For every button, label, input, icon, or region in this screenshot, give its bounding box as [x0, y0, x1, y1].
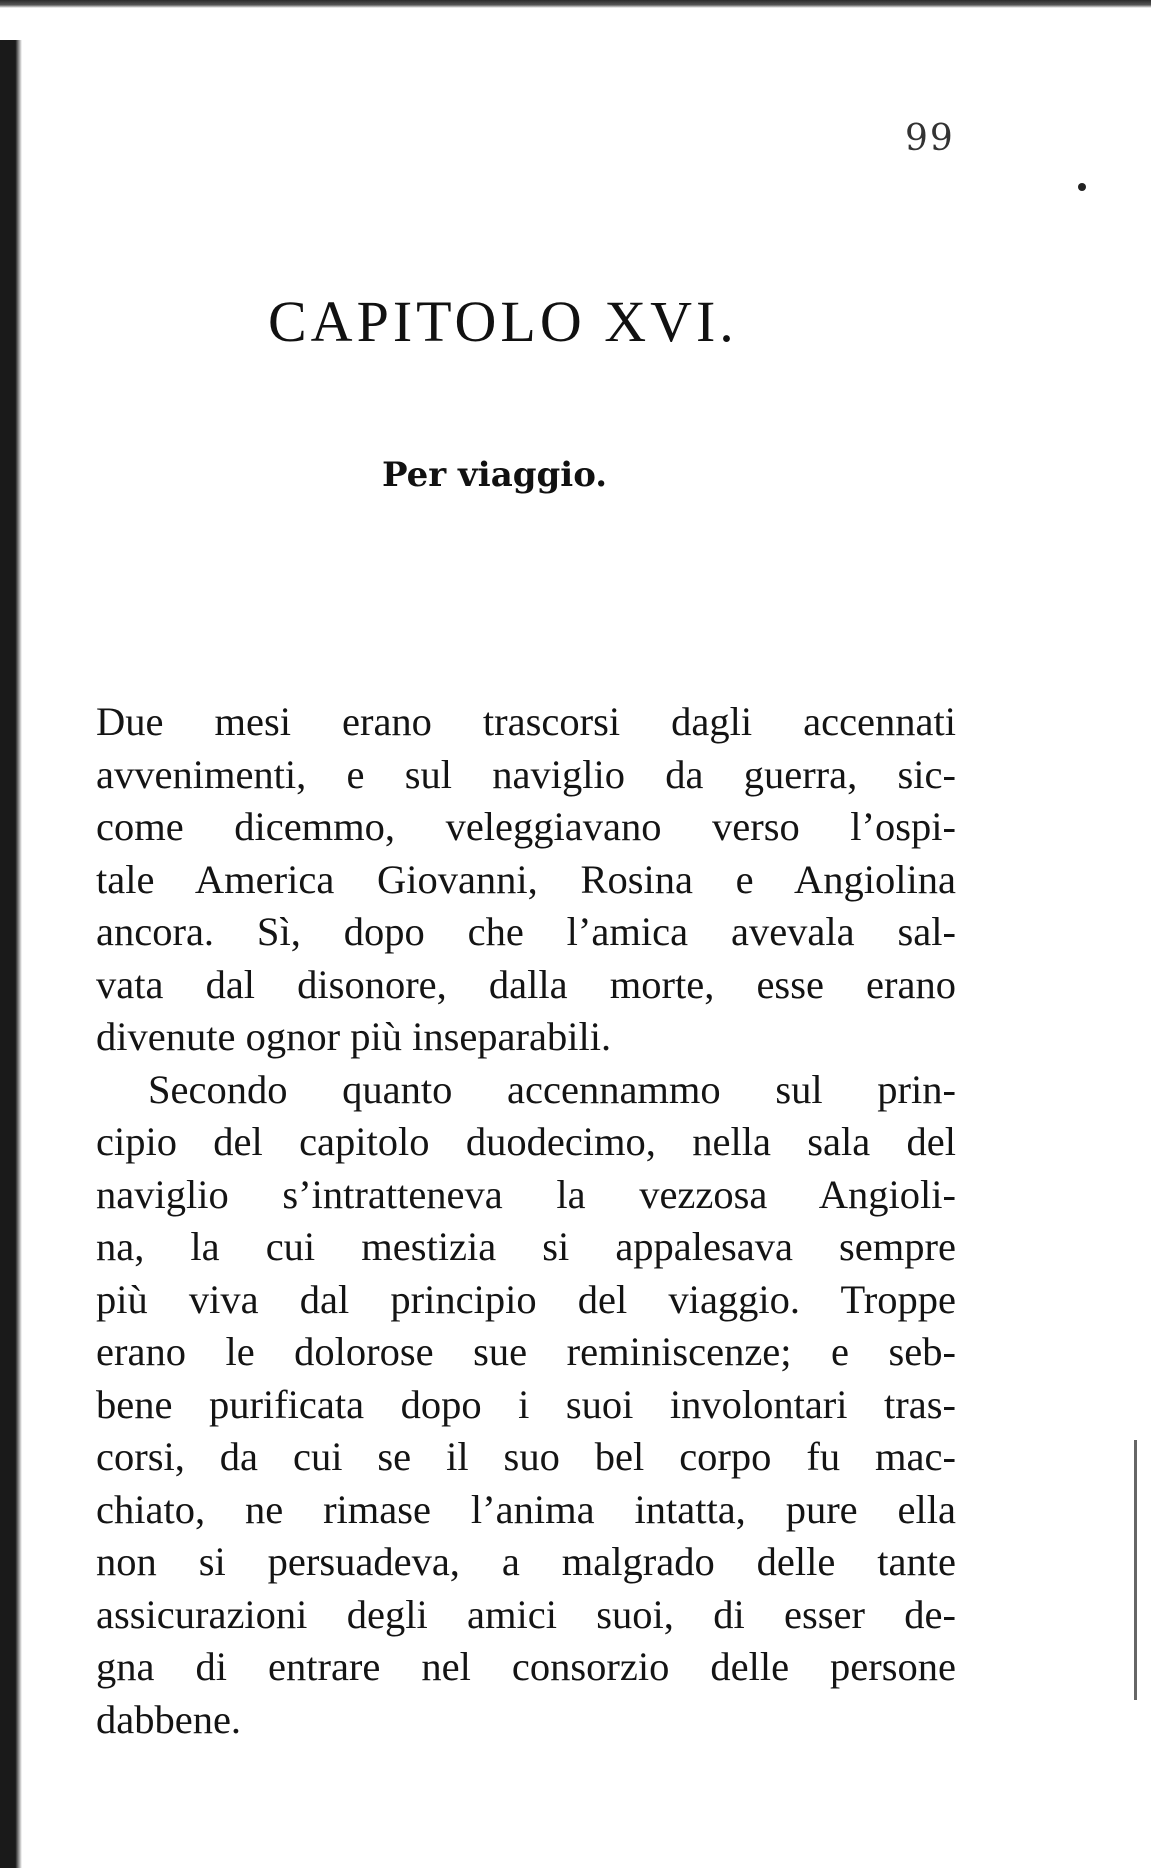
text-line: assicurazioni degli amici suoi, di esser de- [96, 1591, 956, 1637]
chapter-subtitle: Per viaggio. [382, 455, 608, 495]
ink-speck [1078, 183, 1086, 191]
body-text [96, 696, 956, 1746]
text-line: non si persuadeva, a malgrado delle tante [96, 1539, 956, 1584]
text-line: na, la cui mestizia si appalesava sempre [96, 1224, 956, 1269]
chapter-title: CAPITOLO XVI. [268, 289, 738, 354]
text-line: divenute ognor più inseparabili. [96, 1014, 612, 1059]
text-line: naviglio s’intratteneva la vezzosa Angioli- [96, 1171, 956, 1217]
binding-edge-shadow [0, 40, 22, 1868]
text-line: chiato, ne rimase l’anima intatta, pure ella [96, 1486, 956, 1532]
text-line: bene purificata dopo i suoi involontari tras- [96, 1381, 956, 1427]
text-line: avvenimenti, e sul naviglio da guerra, sic- [96, 751, 956, 797]
text-line: come dicemmo, veleggiavano verso l’ospi- [96, 804, 956, 849]
text-line: più viva dal principio del viaggio. Troppe [96, 1276, 956, 1322]
right-margin-mark [1134, 1440, 1137, 1700]
text-line: gna di entrare nel consorzio delle persone [96, 1644, 956, 1689]
text-line: Due mesi erano trascorsi dagli accennati [96, 699, 956, 744]
text-line: Secondo quanto accennammo sul prin- [148, 1066, 956, 1112]
text-line: cipio del capitolo duodecimo, nella sala del [96, 1119, 956, 1164]
text-line: erano le dolorose sue reminiscenze; e seb- [96, 1329, 956, 1374]
text-line: ancora. Sì, dopo che l’amica avevala sal- [96, 909, 956, 954]
text-line: vata dal disonore, dalla morte, esse erano [96, 961, 956, 1007]
page-number: 99 [905, 118, 955, 159]
top-edge-shadow [0, 0, 1151, 8]
text-line: tale America Giovanni, Rosina e Angiolina [96, 856, 956, 902]
text-line: dabbene. [96, 1696, 242, 1742]
text-line: corsi, da cui se il suo bel corpo fu mac- [96, 1434, 956, 1479]
